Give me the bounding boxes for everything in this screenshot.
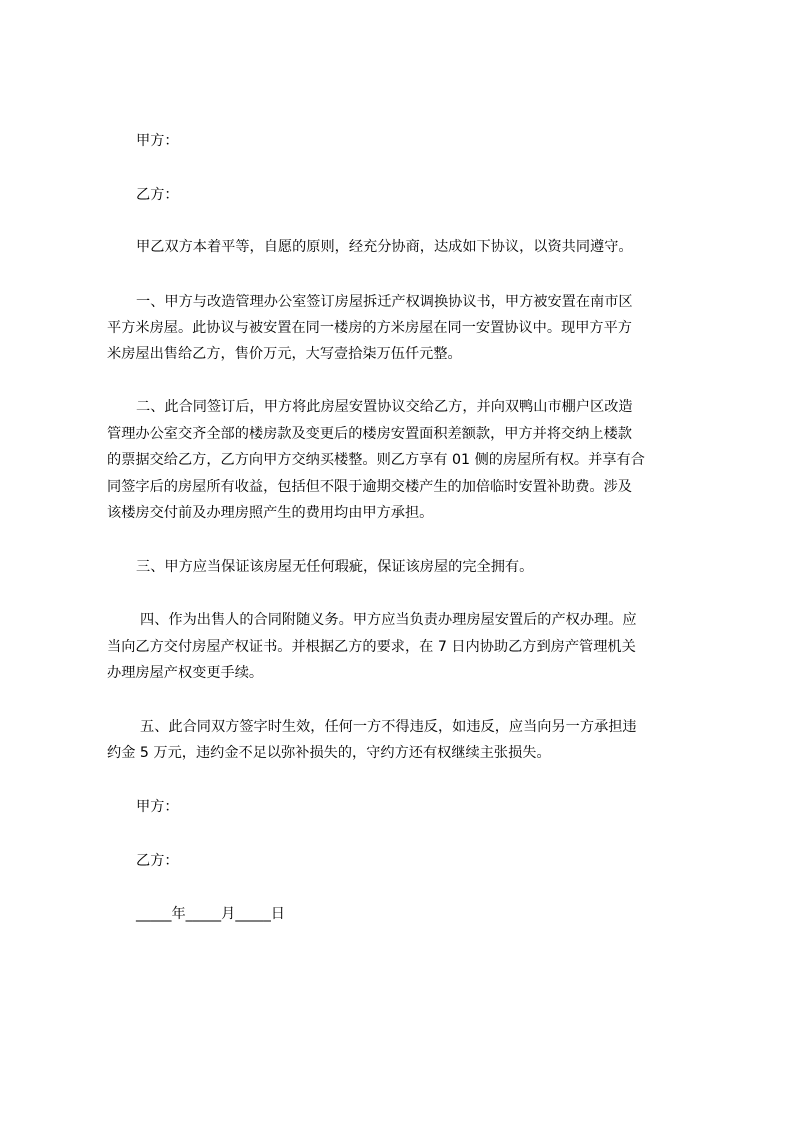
date-line: _____年_____月_____日 (136, 906, 285, 922)
clause-line: 同签字后的房屋所有收益，包括但不限于逾期交楼产生的加倍临时安置补助费。涉及 (107, 479, 632, 495)
clause-line: 三、甲方应当保证该房屋无任何瑕疵，保证该房屋的完全拥有。 (136, 559, 534, 575)
clause-line: 一、甲方与改造管理办公室签订房屋拆迁产权调换协议书，甲方被安置在南市区 (136, 294, 633, 310)
clause-line: 该楼房交付前及办理房照产生的费用均由甲方承担。 (107, 505, 434, 521)
clause-line: 约金 5 万元，违约金不足以弥补损失的，守约方还有权继续主张损失。 (107, 745, 551, 761)
clause-line: 的票据交给乙方，乙方向甲方交纳买楼整。则乙方享有 01 侧的房屋所有权。并享有合 (107, 452, 645, 468)
footer-party-b: 乙方： (136, 853, 179, 869)
clause-line: 当向乙方交付房屋产权证书。并根据乙方的要求，在 7 日内协助乙方到房产管理机关 (107, 639, 636, 655)
clause-line: 二、此合同签订后，甲方将此房屋安置协议交给乙方，并向双鸭山市棚户区改造 (136, 399, 633, 415)
footer-party-a: 甲方： (136, 799, 179, 815)
clause-line: 办理房屋产权变更手续。 (107, 665, 264, 681)
header-party-a: 甲方： (136, 133, 179, 149)
header-party-b: 乙方： (136, 187, 179, 203)
clause-line: 平方米房屋。此协议与被安置在同一楼房的方米房屋在同一安置协议中。现甲方平方 (107, 320, 632, 336)
clause-line: 四、作为出售人的合同附随义务。甲方应当负责办理房屋安置后的产权办理。应 (140, 612, 637, 628)
clause-line: 管理办公室交齐全部的楼房款及变更后的楼房安置面积差额款，甲方并将交纳上楼款 (107, 426, 632, 442)
clause-line: 五、此合同双方签字时生效，任何一方不得违反，如违反，应当向另一方承担违 (140, 719, 637, 735)
intro-paragraph: 甲乙双方本着平等，自愿的原则，经充分协商，达成如下协议，以资共同遵守。 (136, 239, 633, 255)
clause-line: 米房屋出售给乙方，售价万元，大写壹拾柒万伍仟元整。 (107, 346, 462, 362)
